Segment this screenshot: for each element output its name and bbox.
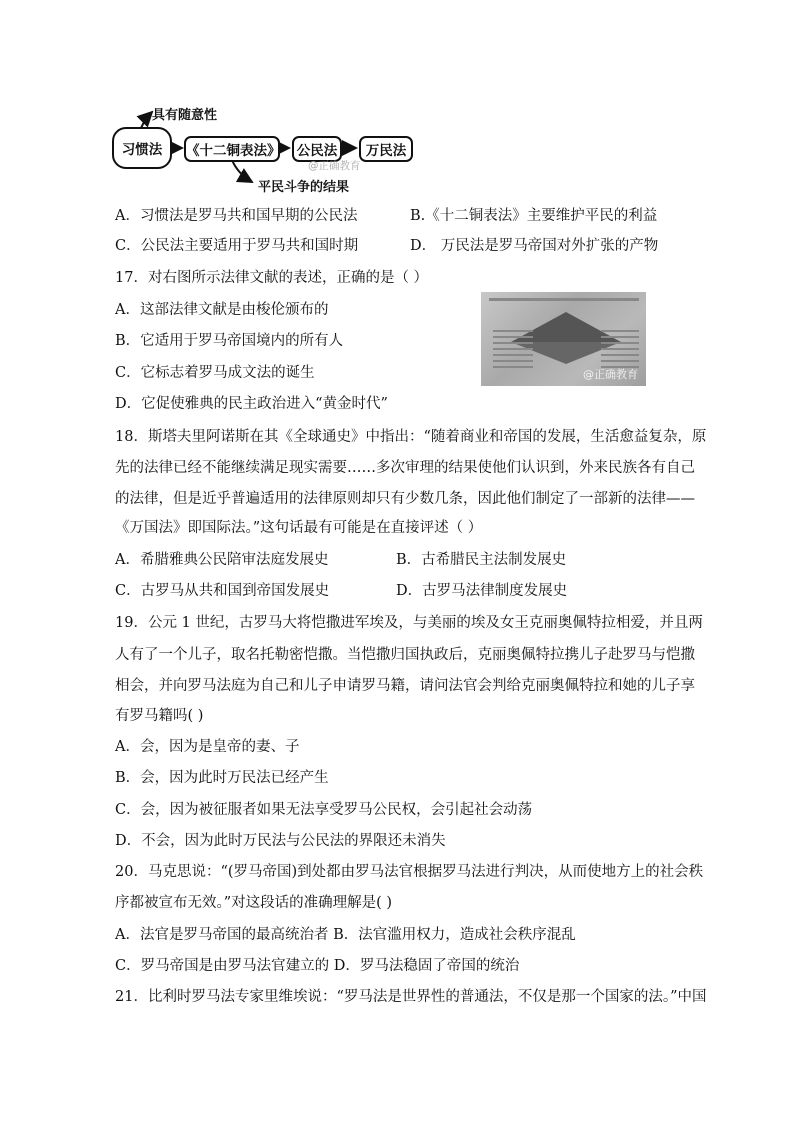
q18-line-3: 的法律，但是近乎普遍适用的法律原则却只有少数几条，因此他们制定了一部新的法律—— [115, 491, 695, 507]
q19-option-a: A．会，因为是皇帝的妻、子 [115, 739, 300, 755]
q19-line-4: 有罗马籍吗( ) [115, 708, 204, 724]
node-law-of-nations: 万民法 [359, 136, 413, 162]
q19-option-b: B．会，因为此时万民法已经产生 [115, 770, 329, 786]
q17-option-d: D．它促使雅典的民主政治进入“黄金时代” [115, 396, 388, 412]
q21-line-1: 21．比利时罗马法专家里维埃说：“罗马法是世界性的普通法，不仅是那一个国家的法。”中国 [115, 989, 707, 1005]
node-civil-law: 公民法 [292, 136, 342, 162]
q18-option-a: A．希腊雅典公民陪审法庭发展史 [115, 552, 329, 568]
q18-option-c: C．古罗马从共和国到帝国发展史 [115, 583, 330, 599]
arrow-to-struggle-label [232, 160, 252, 182]
q17-option-a: A．这部法律文献是由梭伦颁布的 [115, 302, 329, 318]
q16-option-b: B.《十二铜表法》主要维护平民的利益 [410, 208, 658, 224]
q19-option-d: D．不会，因为此时万民法与公民法的界限还未消失 [115, 833, 446, 849]
node-customary-law: 习惯法 [112, 127, 172, 169]
q20-options-ab: A．法官是罗马帝国的最高统治者 B．法官滥用权力，造成社会秩序混乱 [115, 927, 576, 943]
q18-option-d: D．古罗马法律制度发展史 [396, 583, 568, 599]
q20-line-1: 20．马克思说：“(罗马帝国)到处都由罗马法官根据罗马法进行判决，从而使地方上的社会秩 [115, 864, 704, 880]
q20-options-cd: C．罗马帝国是由罗马法官建立的 D．罗马法稳固了帝国的统治 [115, 958, 520, 974]
q17-option-c: C．它标志着罗马成文法的诞生 [115, 365, 315, 381]
q19-line-1: 19．公元 1 世纪，古罗马大将恺撒进军埃及，与美丽的埃及女王克丽奥佩特拉相爱，并且两 [115, 615, 703, 631]
q18-line-4: 《万国法》即国际法。”这句话最有可能是在直接评述（ ） [115, 520, 483, 536]
q18-option-b: B．古希腊民主法制发展史 [396, 552, 567, 568]
q16-option-a: A．习惯法是罗马共和国早期的公民法 [115, 208, 358, 224]
label-arbitrary: 具有随意性 [152, 108, 218, 123]
q16-option-c: C．公民法主要适用于罗马共和国时期 [115, 238, 359, 254]
q17-option-b: B．它适用于罗马帝国境内的所有人 [115, 333, 344, 349]
q19-option-c: C．会，因为被征服者如果无法享受罗马公民权，会引起社会动荡 [115, 802, 533, 818]
q18-line-2: 先的法律已经不能继续满足现实需要……多次审理的结果使他们认识到，外来民族各有自己 [115, 460, 695, 476]
q18-line-1: 18．斯塔夫里阿诺斯在其《全球通史》中指出：“随着商业和帝国的发展，生活愈益复杂，原 [115, 429, 707, 445]
law-evolution-diagram [112, 100, 422, 196]
q20-line-2: 序都被宣布无效。”对这段话的准确理解是( ) [115, 895, 393, 911]
law-document-photo [481, 292, 646, 386]
q19-line-3: 相会，并向罗马法庭为自己和儿子申请罗马籍，请问法官会判给克丽奥佩特拉和她的儿子享 [115, 678, 695, 694]
q17-stem: 17．对右图所示法律文献的表述，正确的是（ ） [115, 270, 429, 286]
photo-watermark: @正确教育 [583, 368, 638, 381]
node-twelve-tables: 《十二铜表法》 [184, 136, 280, 162]
q19-line-2: 人有了一个儿子，取名托勒密恺撒。当恺撒归国执政后，克丽奥佩特拉携儿子赴罗马与恺撒 [115, 647, 695, 663]
diagram-watermark: @正确教育 [308, 160, 361, 172]
label-plebeian-struggle: 平民斗争的结果 [258, 180, 350, 195]
q16-option-d: D． 万民法是罗马帝国对外扩张的产物 [410, 238, 659, 254]
